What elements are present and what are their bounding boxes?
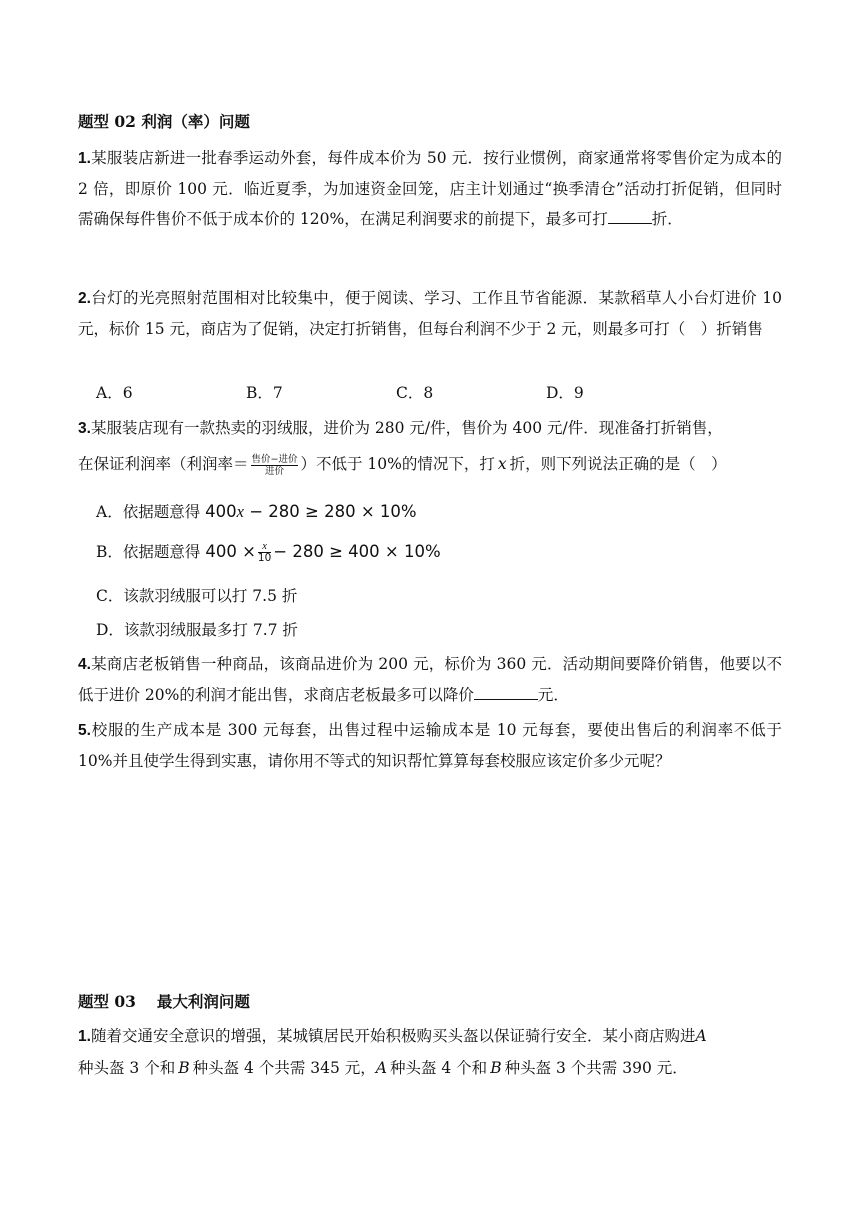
variable-b: B xyxy=(178,1059,190,1077)
option-d: D．9 xyxy=(546,384,584,402)
question-3-line-2 xyxy=(78,452,727,477)
question-text: 随着交通安全意识的增强，某城镇居民开始积极购买头盔以保证骑行安全．某小商店购进 xyxy=(90,1027,696,1045)
question-4 xyxy=(78,649,782,710)
question-text: 种头盔 4 个和 xyxy=(389,1059,488,1077)
question-number: 5. xyxy=(78,722,91,739)
formula-part: − 280 ≥ 280 × 10% xyxy=(249,502,417,521)
option-label: B．依据题意得 xyxy=(96,543,201,561)
question-number: 1. xyxy=(78,150,91,167)
variable-b: B xyxy=(490,1059,502,1077)
option-d: D．该款羽绒服最多打 7.7 折 xyxy=(96,621,298,639)
question-1-line-1 xyxy=(78,1024,707,1046)
variable-a: A xyxy=(695,1027,707,1045)
formula-fraction xyxy=(258,541,271,564)
question-tail: 元． xyxy=(537,686,569,704)
question-text: 在保证利润率（利润率＝ xyxy=(78,455,249,473)
question-1-line-2 xyxy=(78,1056,688,1078)
option-formula xyxy=(205,541,441,564)
answer-blank xyxy=(474,685,538,700)
question-number: 3. xyxy=(78,420,91,437)
question-number: 1. xyxy=(78,1028,91,1045)
question-text: 台灯的光亮照射范围相对比较集中，便于阅读、学习、工作且节省能源．某款稻草人小台灯进价 10 元，标价 15 元，商店为了促销，决定打折销售，但每台利润不少于 2 元，则最多可打（ ）折销售 xyxy=(78,289,782,338)
question-text: 某服装店现有一款热卖的羽绒服，进价为 280 元/件，售价为 400 元/件．现准备打折销售， xyxy=(90,419,723,437)
question-text: 种头盔 3 个和 xyxy=(78,1059,176,1077)
variable-x: x xyxy=(236,502,244,521)
question-text: 某服装店新进一批春季运动外套，每件成本价为 50 元．按行业惯例，商家通常将零售价定为成本的 2 倍，即原价 100 元．临近夏季，为加速资金回笼，店主计划通过“换季清仓”活动打折促销，但同时需确保每件售价不低于成本价的 120%，在满足利润要求的前提下，最多可打 xyxy=(78,149,782,228)
option-label: A．依据题意得 xyxy=(96,503,201,521)
question-number: 4. xyxy=(78,656,91,673)
formula-part: − 280 ≥ 400 × 10% xyxy=(273,542,441,561)
profit-rate-fraction xyxy=(251,454,299,477)
question-3-line-1 xyxy=(78,416,723,438)
fraction-denominator: 10 xyxy=(257,552,272,564)
question-tail: 折． xyxy=(651,210,683,228)
question-1 xyxy=(78,143,782,234)
question-text: 种头盔 4 个共需 345 元， xyxy=(192,1059,376,1077)
formula-part: 400 xyxy=(205,502,237,521)
choice-options xyxy=(96,381,584,403)
question-text: ）不低于 10%的情况下，打 xyxy=(300,455,495,473)
fraction-numerator: x xyxy=(258,541,271,553)
fraction-numerator: 售价−进价 xyxy=(251,453,298,465)
formula-part: 400 × xyxy=(205,542,256,561)
question-2 xyxy=(78,283,782,344)
answer-blank xyxy=(608,209,652,224)
option-b xyxy=(96,540,441,564)
section-heading-max-profit: 题型 03 最大利润问题 xyxy=(78,992,250,1011)
question-text: 折，则下列说法正确的是（ ） xyxy=(509,455,727,473)
question-text: 某商店老板销售一种商品，该商品进价为 200 元，标价为 360 元．活动期间要降价销售，他要以不低于进价 20%的利润才能出售，求商店老板最多可以降价 xyxy=(78,655,782,704)
question-5 xyxy=(78,715,782,776)
option-a xyxy=(96,500,417,522)
variable-a: A xyxy=(375,1059,387,1077)
section-heading-profit-rate: 题型 02 利润（率）问题 xyxy=(78,112,250,131)
option-c: C．8 xyxy=(396,384,434,402)
question-text: 校服的生产成本是 300 元每套，出售过程中运输成本是 10 元每套，要使出售后的利润率不低于 10%并且使学生得到实惠，请你用不等式的知识帮忙算算每套校服应该定价多少元呢？ xyxy=(78,721,782,770)
option-a: A．6 xyxy=(96,384,133,402)
option-b: B．7 xyxy=(246,384,283,402)
question-text: 种头盔 3 个共需 390 元． xyxy=(504,1059,688,1077)
variable-x: x xyxy=(497,455,507,473)
option-c: C．该款羽绒服可以打 7.5 折 xyxy=(96,587,298,605)
fraction-denominator: 进价 xyxy=(264,465,284,477)
question-number: 2. xyxy=(78,290,91,307)
option-formula xyxy=(205,502,416,521)
